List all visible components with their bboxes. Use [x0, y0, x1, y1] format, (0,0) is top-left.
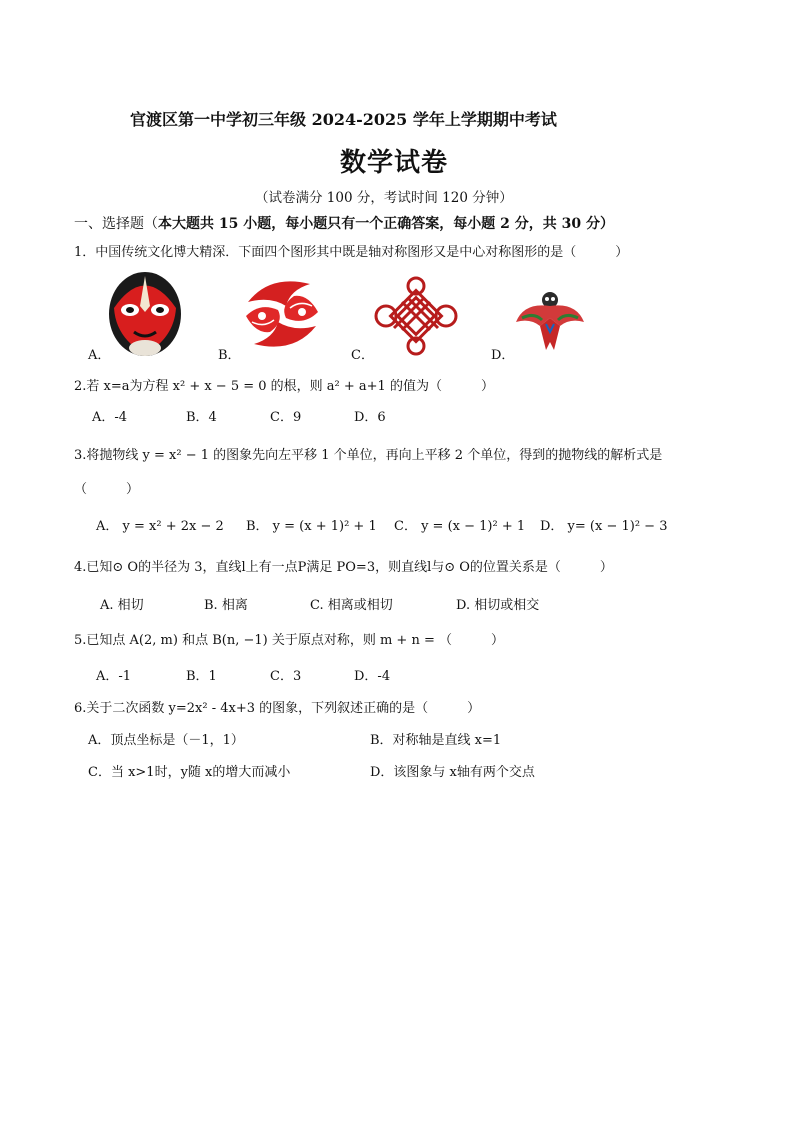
question-4-stem: 4.已知⊙ O的半径为 3，直线l上有一点P满足 PO=3，则直线l与⊙ O的位置关系是（ ） [74, 560, 613, 575]
q6-option-c: C．当 x>1时，y随 x的增大而减小 [88, 765, 291, 780]
q1-option-a: A． [88, 348, 111, 363]
q3-option-c: C． y = (x − 1)² + 1 [394, 519, 526, 534]
chinese-knot-icon [372, 276, 460, 356]
q4-option-a: A. 相切 [100, 598, 144, 613]
q2-option-b: B．4 [186, 410, 217, 425]
q5-option-d: D．-4 [354, 669, 391, 684]
q4-option-b: B. 相离 [204, 598, 248, 613]
q4-option-d: D. 相切或相交 [456, 598, 540, 613]
exam-note: （试卷满分 100 分，考试时间 120 分钟） [255, 190, 513, 206]
q2-option-c: C．9 [270, 410, 302, 425]
paper-cut-fish-icon [240, 272, 324, 356]
q1-option-d: D． [491, 348, 515, 363]
question-3-stem: 3.将抛物线 y = x² − 1 的图象先向左平移 1 个单位，再向上平移 2 个单位，得到的抛物线的解析式是 [74, 448, 663, 463]
exam-title: 数学试卷 [340, 148, 449, 178]
question-2-stem: 2.若 x=a为方程 x² + x − 5 = 0 的根，则 a² + a+1 的值为（ ） [74, 379, 494, 394]
question-5-stem: 5.已知点 A(2, m) 和点 B(n, −1) 关于原点对称，则 m + n = （ ） [74, 633, 504, 648]
q6-option-d: D．该图象与 x轴有两个交点 [370, 765, 535, 780]
peking-opera-mask-icon [104, 268, 186, 358]
q6-option-b: B．对称轴是直线 x=1 [370, 733, 502, 748]
school-exam-title: 官渡区第一中学初三年级 2024-2025 学年上学期期中考试 [130, 110, 557, 129]
section-heading [74, 213, 614, 233]
swallow-kite-icon [514, 288, 586, 354]
q5-option-c: C．3 [270, 669, 302, 684]
q5-option-b: B．1 [186, 669, 217, 684]
question-1-stem: 1．中国传统文化博大精深．下面四个图形其中既是轴对称图形又是中心对称图形的是（ ） [74, 245, 629, 260]
section-prefix: 一、选择题（ [74, 216, 158, 232]
q5-option-a: A．-1 [96, 669, 132, 684]
q3-answer-paren: （ ） [74, 482, 140, 497]
q3-option-d: D． y= (x − 1)² − 3 [540, 519, 668, 534]
q2-option-d: D．6 [354, 410, 386, 425]
q3-option-a: A． y = x² + 2x − 2 [96, 519, 224, 534]
section-instructions: 本大题共 15 小题，每小题只有一个正确答案，每小题 2 分，共 30 分） [158, 216, 614, 232]
q6-option-a: A．顶点坐标是（－1，1） [88, 733, 244, 748]
q3-option-b: B． y = (x + 1)² + 1 [246, 519, 377, 534]
q1-option-c: C． [351, 348, 374, 363]
question-6-stem: 6.关于二次函数 y=2x² - 4x+3 的图象，下列叙述正确的是（ ） [74, 701, 481, 716]
q4-option-c: C. 相离或相切 [310, 598, 393, 613]
q2-option-a: A．-4 [92, 410, 128, 425]
q1-option-b: B． [218, 348, 241, 363]
